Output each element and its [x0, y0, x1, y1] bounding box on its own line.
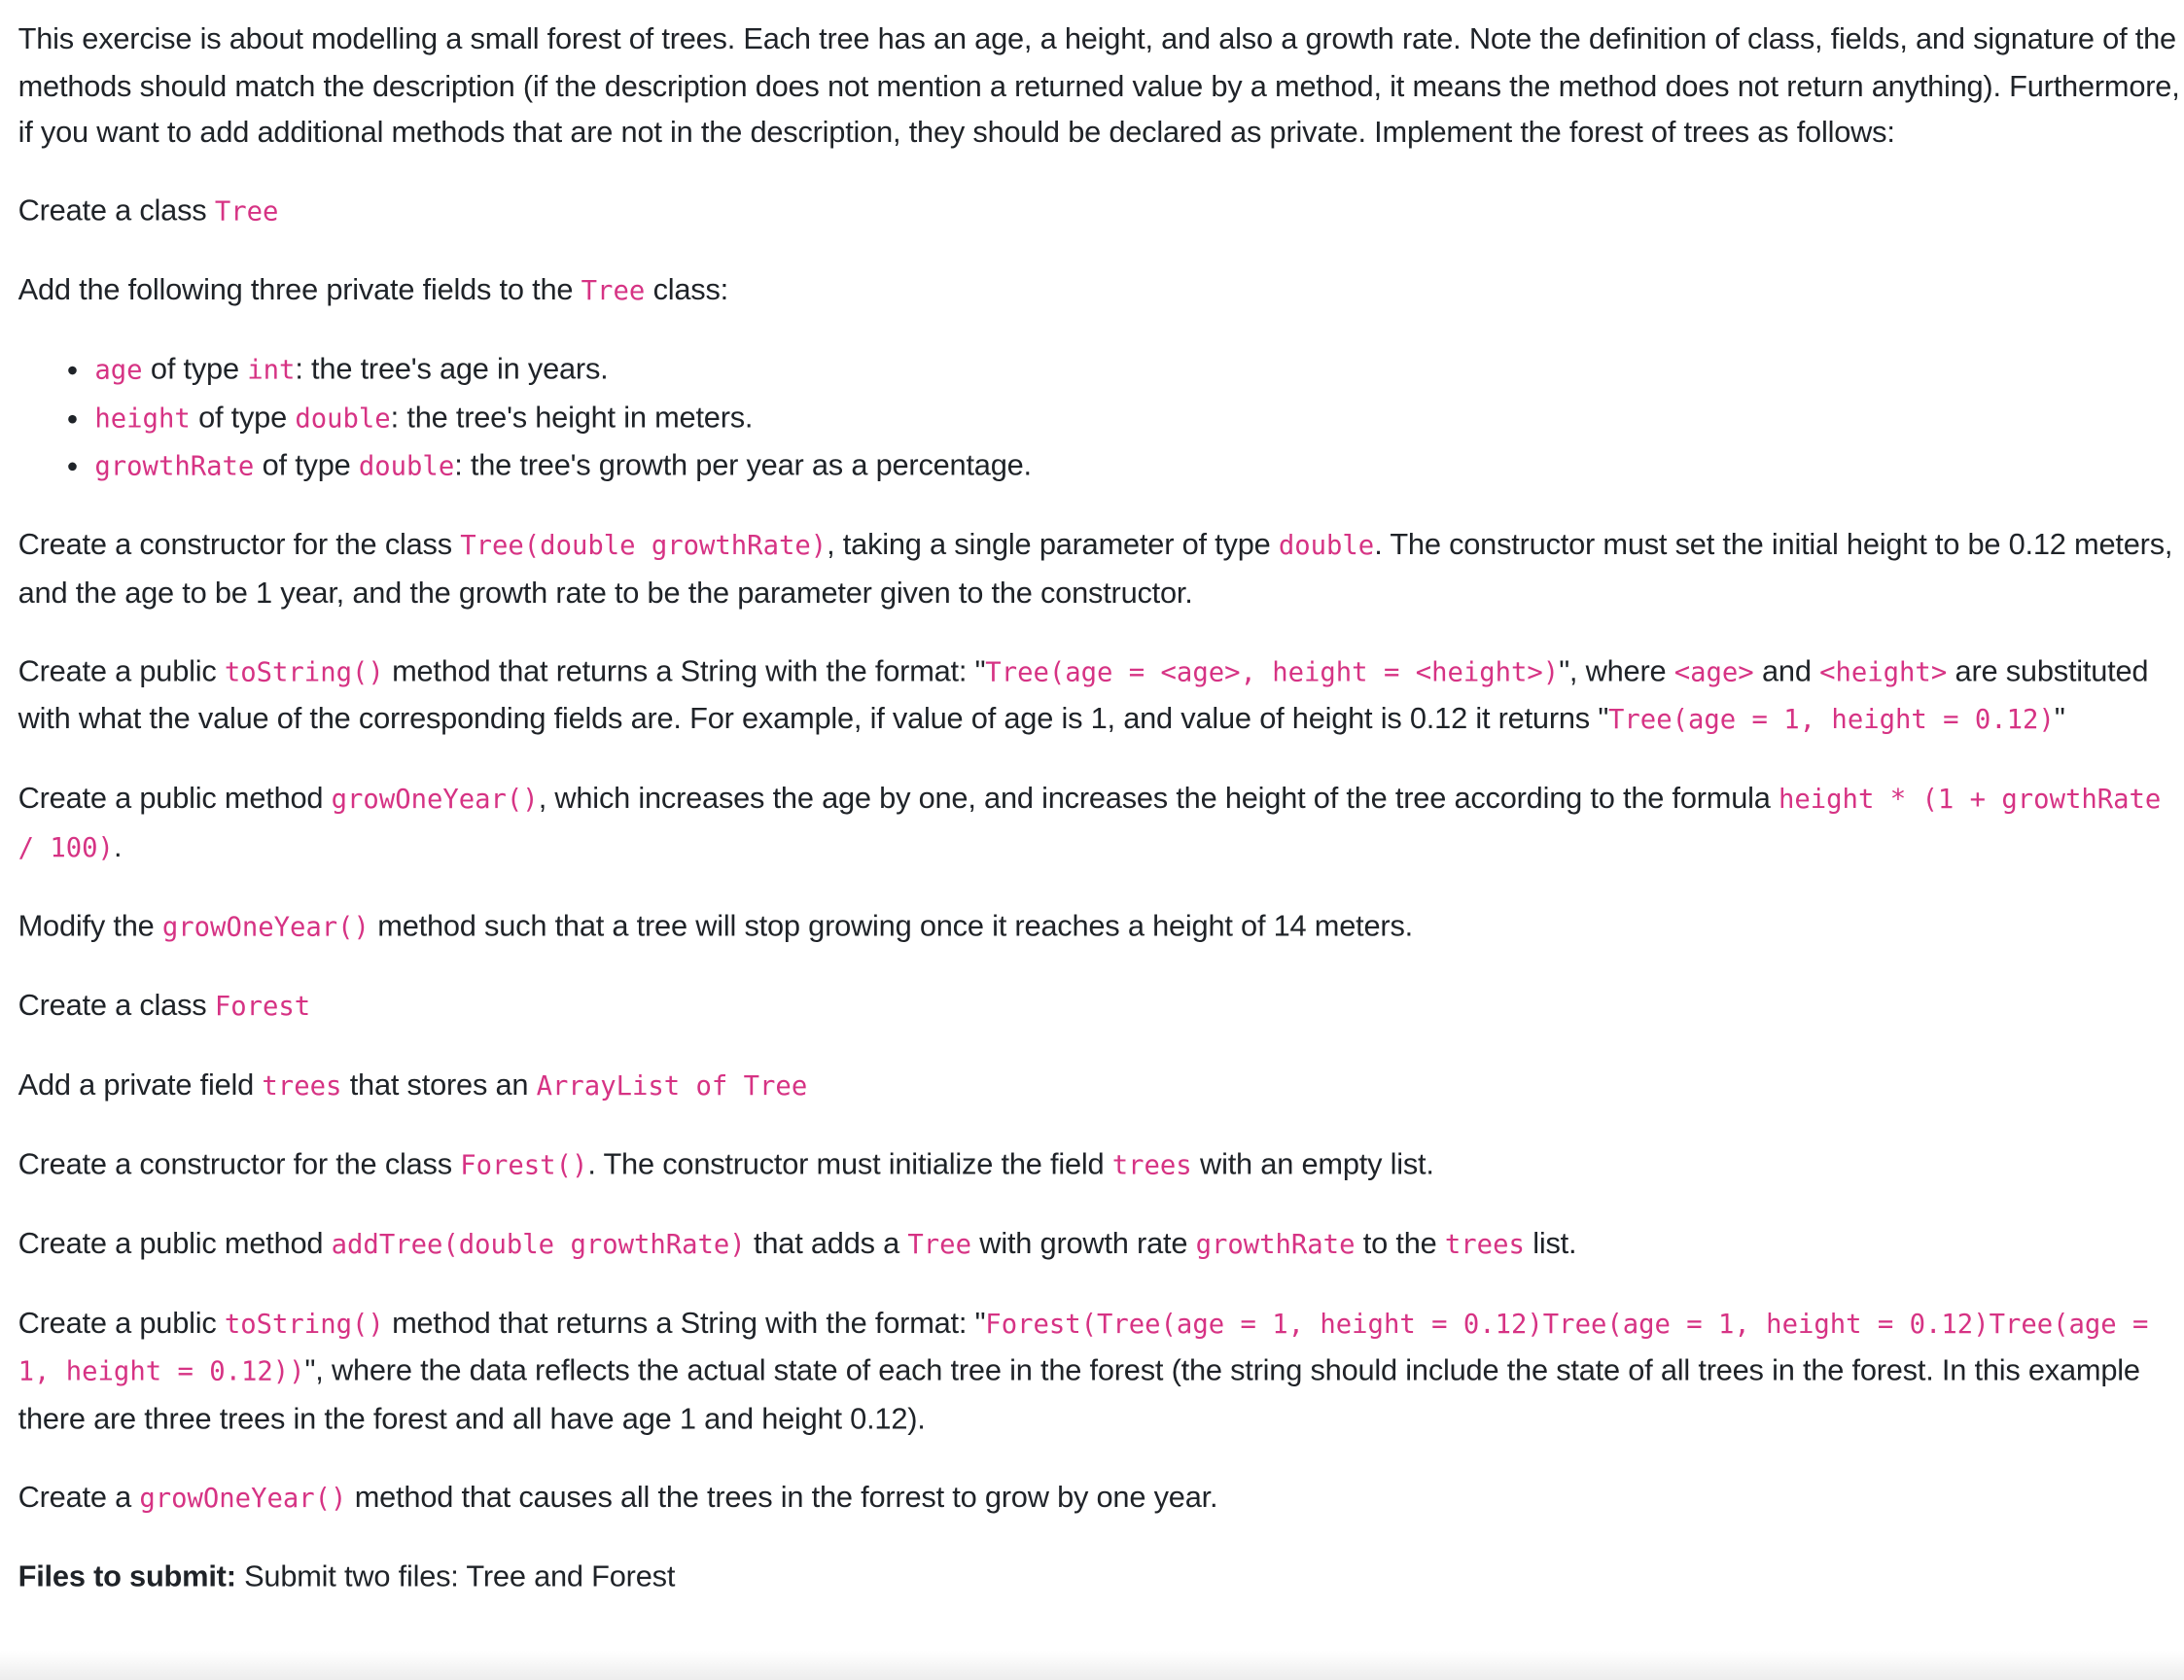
- paragraph-text: that adds a: [745, 1226, 908, 1260]
- tree-constructor-paragraph: [18, 522, 2184, 616]
- paragraph-text: Add a private field: [18, 1067, 263, 1102]
- forest-grow-paragraph: [18, 1474, 2184, 1522]
- inline-code: growthRate: [1195, 1229, 1356, 1260]
- inline-code: Tree(age = 1, height = 0.12): [1608, 704, 2055, 736]
- files-to-submit-label: Files to submit:: [18, 1558, 236, 1592]
- inline-code: toString(): [224, 1308, 384, 1340]
- inline-code: double: [1278, 530, 1375, 562]
- paragraph-text: ", where: [1559, 653, 1674, 687]
- paragraph-text: , which increases the age by one, and increases the height of the tree according to the formula: [538, 781, 1779, 815]
- paragraph-text: method that returns a String with the format: ": [383, 1305, 986, 1340]
- paragraph-text: , taking a single parameter of type: [827, 527, 1279, 562]
- paragraph-text: Create a public: [18, 653, 225, 687]
- paragraph-text: with an empty list.: [1191, 1146, 1434, 1180]
- inline-code: ArrayList of Tree: [536, 1069, 808, 1102]
- inline-code: height * (1 + growthRate / 100): [18, 784, 2162, 863]
- paragraph-text: ": [2054, 701, 2065, 736]
- paragraph-text: and: [1753, 653, 1820, 687]
- field-list-item-growthrate: [94, 443, 2184, 491]
- paragraph-text: with growth rate: [970, 1226, 1196, 1260]
- tree-fields-paragraph: [18, 267, 2184, 315]
- forest-constructor-paragraph: [18, 1141, 2184, 1189]
- paragraph-text: to the: [1355, 1226, 1445, 1260]
- field-description: : the tree's age in years.: [295, 352, 609, 386]
- field-type-code: double: [358, 451, 455, 482]
- paragraph-text: Create a public: [18, 1305, 225, 1340]
- inline-code: trees: [1111, 1149, 1192, 1180]
- paragraph-text: method that causes all the trees in the forrest to grow by one year.: [346, 1479, 1218, 1514]
- paragraph-text: .: [113, 828, 123, 863]
- inline-code: <age>: [1673, 656, 1754, 687]
- inline-code: Forest(Tree(age = 1, height = 0.12)Tree(age = 1, height = 0.12)Tree(age = 1, height = 0.12)): [18, 1308, 2149, 1387]
- tree-grow-paragraph: [18, 776, 2184, 872]
- field-name-code: age: [94, 355, 143, 386]
- inline-code: trees: [262, 1069, 342, 1102]
- inline-code: Tree: [214, 195, 279, 228]
- paragraph-text: Modify the: [18, 908, 162, 943]
- intro-text: This exercise is about modelling a small forest of trees. Each tree has an age, a height, and also a growth rate. Note the definition of class, fields, and signature of the methods should match the description (if the description does not mention a returned value by a method, it means the method does not return anything). Furthermore, if you want to add additional methods that are not in the description, they should be declared as private. Implement the forest of trees as follows:: [18, 21, 2180, 150]
- field-text: of type: [142, 352, 248, 386]
- tree-grow-modify-paragraph: [18, 903, 2184, 951]
- field-type-code: double: [295, 402, 391, 435]
- paragraph-text: . The constructor must initialize the field: [587, 1146, 1112, 1180]
- paragraph-text: Create a constructor for the class: [18, 527, 461, 562]
- files-to-submit-text: Submit two files: Tree and Forest: [235, 1558, 676, 1592]
- tree-fields-list: [18, 347, 2184, 491]
- field-type-code: int: [247, 355, 296, 386]
- field-list-item-height: [94, 395, 2184, 442]
- intro-paragraph: [18, 17, 2184, 157]
- paragraph-text: Create a: [18, 1479, 140, 1514]
- inline-code: Tree(age = <age>, height = <height>): [985, 656, 1560, 687]
- field-description: : the tree's height in meters.: [390, 400, 754, 435]
- inline-code: growOneYear(): [161, 911, 370, 943]
- inline-code: growOneYear(): [139, 1482, 347, 1514]
- inline-code: growOneYear(): [331, 784, 539, 815]
- forest-trees-field-paragraph: [18, 1062, 2184, 1109]
- forest-addtree-paragraph: [18, 1220, 2184, 1268]
- bottom-fade: [0, 1651, 2184, 1680]
- inline-code: addTree(double growthRate): [331, 1229, 746, 1260]
- create-tree-class-paragraph: [18, 188, 2184, 235]
- field-text: of type: [254, 448, 359, 482]
- paragraph-text: list.: [1524, 1226, 1577, 1260]
- inline-code: Forest(): [460, 1149, 588, 1180]
- paragraph-text: Create a class: [18, 988, 215, 1022]
- paragraph-text: . The constructor must set the initial height to be 0.12 meters, and the age to be 1 year, and the growth rate to be the parameter given to the constructor.: [18, 527, 2173, 610]
- paragraph-text: are substituted with what the value of the corresponding fields are. For example, if value of age is 1, and value of height is 0.12 it returns ": [18, 653, 2149, 736]
- inline-code: trees: [1444, 1229, 1525, 1260]
- forest-tostring-paragraph: [18, 1300, 2184, 1443]
- inline-code: toString(): [224, 656, 384, 687]
- tree-tostring-paragraph: [18, 648, 2184, 745]
- paragraph-text: class:: [645, 272, 729, 307]
- field-name-code: growthRate: [94, 451, 255, 482]
- field-text: of type: [190, 400, 296, 435]
- create-forest-class-paragraph: [18, 983, 2184, 1031]
- paragraph-text: method such that a tree will stop growing once it reaches a height of 14 meters.: [369, 908, 1413, 943]
- inline-code: <height>: [1819, 656, 1948, 687]
- paragraph-text: Create a class: [18, 193, 215, 228]
- paragraph-text: method that returns a String with the format: ": [383, 653, 986, 687]
- field-description: : the tree's growth per year as a percentage.: [454, 448, 1032, 482]
- inline-code: Forest: [214, 991, 311, 1022]
- inline-code: Tree: [581, 275, 646, 307]
- files-to-submit-paragraph: [18, 1554, 2184, 1600]
- paragraph-text: Add the following three private fields to the: [18, 272, 581, 307]
- inline-code: Tree(double growthRate): [460, 530, 828, 562]
- paragraph-text: ", where the data reflects the actual state of each tree in the forest (the string should include the state of all trees in the forest. In this example there are three trees in the forest and all have age 1 and height 0.12).: [18, 1353, 2140, 1436]
- paragraph-text: that stores an: [341, 1067, 537, 1102]
- field-list-item-age: [94, 347, 2184, 395]
- paragraph-text: Create a public method: [18, 781, 332, 815]
- paragraph-text: Create a constructor for the class: [18, 1146, 461, 1180]
- paragraph-text: Create a public method: [18, 1226, 332, 1260]
- inline-code: Tree: [907, 1229, 971, 1260]
- field-name-code: height: [94, 402, 191, 435]
